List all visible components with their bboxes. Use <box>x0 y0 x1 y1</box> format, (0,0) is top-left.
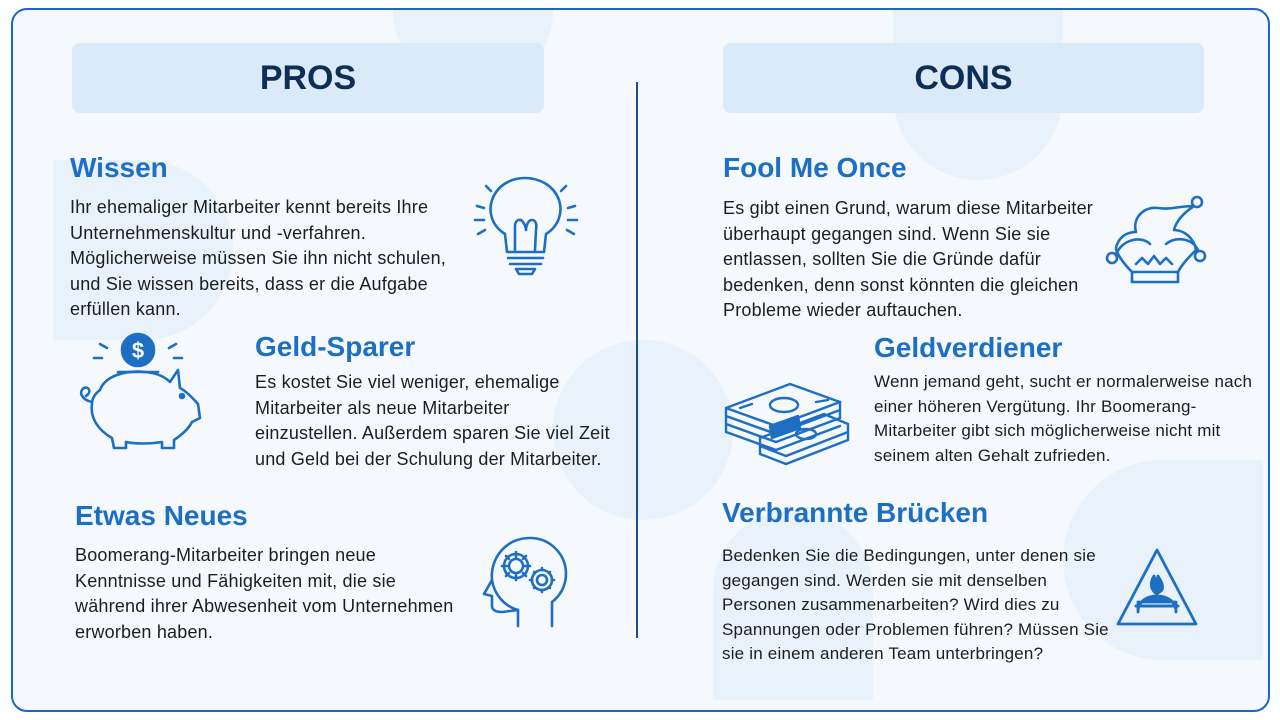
piggy-bank-icon <box>70 330 210 452</box>
svg-text:$: $ <box>131 338 145 363</box>
cons-item-body: Wenn jemand geht, sucht er normalerweise nach einer höheren Vergütung. Ihr Boomerang-Mitarbeiter gibt sich möglicherweise nicht mit seinem alten Gehalt zufrieden. <box>874 372 1253 465</box>
cons-item-body: Bedenken Sie die Bedingungen, unter denen sie gegangen sind. Werden sie mit denselben Personen zusammenarbeiten? Wird dies zu Spannungen oder Problemen führen? Müssen Sie sie in einem anderen Team unterbringen? <box>722 546 1109 663</box>
cons-header-label: CONS <box>914 58 1013 97</box>
pros-header-label: PROS <box>259 58 357 97</box>
cons-item-title: Fool Me Once <box>723 152 907 183</box>
pros-header <box>72 43 544 113</box>
pros-item-title: Etwas Neues <box>75 500 248 531</box>
burning-bridge-icon <box>1114 546 1200 628</box>
cons-header <box>723 43 1204 113</box>
head-gears-icon <box>480 530 572 632</box>
pros-item-body: Boomerang-Mitarbeiter bringen neue Kenntnisse und Fähigkeiten mit, die sie während ihrer Abwesenheit vom Unternehmen erworben haben. <box>75 545 454 642</box>
jester-hat-icon <box>1102 192 1212 288</box>
money-stack-icon <box>720 378 852 470</box>
pros-item-title: Wissen <box>70 152 168 183</box>
cons-item-body: Es gibt einen Grund, warum diese Mitarbeiter überhaupt gegangen sind. Wenn Sie sie entlassen, sollten Sie die Gründe dafür bedenken, denn sonst könnten die gleichen Probleme wieder auftauchen. <box>723 198 1093 320</box>
pros-item-body: Ihr ehemaliger Mitarbeiter kennt bereits Ihre Unternehmenskultur und -verfahren. Möglicherweise müssen Sie ihn nicht schulen, und Sie wissen bereits, dass er die Aufgabe erfüllen kann. <box>70 197 446 319</box>
cons-item-title: Geldverdiener <box>874 332 1063 363</box>
pros-item-body: Es kostet Sie viel weniger, ehemalige Mitarbeiter als neue Mitarbeiter einzustellen. Außerdem sparen Sie viel Zeit und Geld bei der Schulung der Mitarbeiter. <box>255 372 610 469</box>
pros-item-title: Geld-Sparer <box>255 331 416 362</box>
column-divider <box>636 82 638 638</box>
lightbulb-icon <box>472 168 582 280</box>
cons-item-title: Verbrannte Brücken <box>722 497 989 528</box>
